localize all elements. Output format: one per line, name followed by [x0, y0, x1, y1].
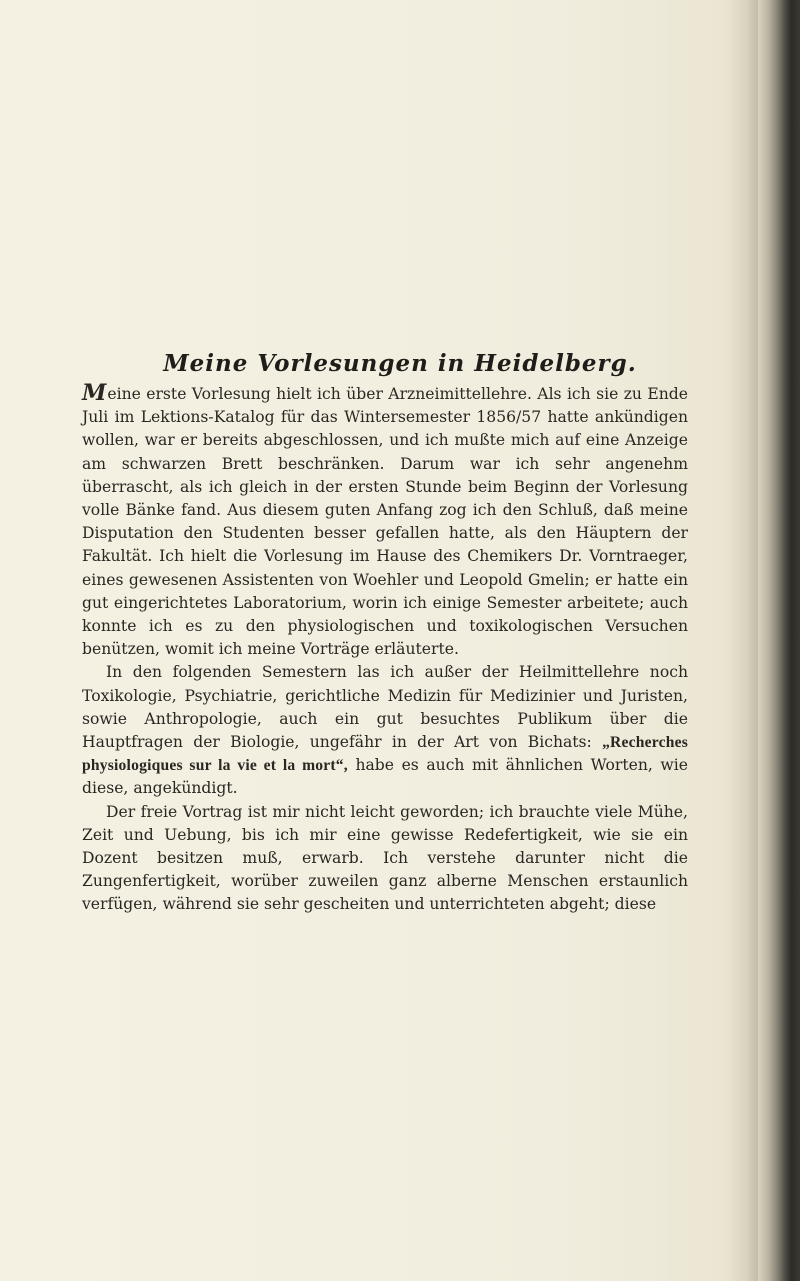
- book-spine: [758, 0, 800, 1281]
- paragraph-1-text: eine erste Vorlesung hielt ich über Arzneimittellehre. Als ich sie zu Ende Juli im Lektions-Katalog für das Wintersemester 1856/57 hatte ankündigen wollen, war er bereits abgeschlossen, und ich mußte mich auf eine Anzeige am schwarzen Brett beschränken. Darum war ich sehr angenehm überrascht, als ich gleich in der ersten Stunde beim Beginn der Vorlesung volle Bänke fand. Aus diesem guten Anfang zog ich den Schluß, daß meine Disputation den Studenten besser gefallen hatte, als den Häuptern der Fakultät. Ich hielt die Vorlesung im Hause des Chemikers Dr. Vorntraeger, eines gewesenen Assistenten von Woehler und Leopold Gmelin; er hatte ein gut eingerichtetes Laboratorium, worin ich einige Semester arbeitete; auch konnte ich es zu den physiologischen und toxikologischen Versuchen benützen, womit ich meine Vorträge erläuterte.: [82, 385, 688, 659]
- paragraph-3: [82, 801, 688, 917]
- paragraph-2-text-end: habe es auch mit ähnlichen Worten, wie diese, angekündigt.: [82, 756, 688, 798]
- french-title-quote: „Recherches physiologiques sur la vie et la mort“,: [82, 734, 688, 775]
- paragraph-3-text: Der freie Vortrag ist mir nicht leicht geworden; ich brauchte viele Mühe, Zeit und Uebung, bis ich mir eine gewisse Redefertigkeit, wie sie ein Dozent besitzen muß, erwarb. Ich verstehe darunter nicht die Zungenfertigkeit, worüber zuweilen ganz alberne Menschen erstaunlich verfügen, während sie sehr gescheiten und unterrichteten abgeht; diese: [82, 802, 688, 914]
- body-text: [82, 380, 688, 917]
- chapter-heading: Meine Vorlesungen in Heidelberg.: [163, 350, 637, 377]
- paragraph-2-text: In den folgenden Semestern las ich außer der Heilmittellehre noch Toxikologie, Psychiatrie, gerichtliche Medizin für Medizinier und Juristen, sowie Anthropologie, auch ein gut besuchtes Publikum über die Hauptfragen der Biologie, ungefähr in der Art von Bichats:: [82, 663, 688, 752]
- page-gutter-shadow: [728, 0, 758, 1281]
- paragraph-2: [82, 661, 688, 800]
- drop-cap: M: [82, 380, 107, 406]
- paragraph-1: [82, 380, 688, 661]
